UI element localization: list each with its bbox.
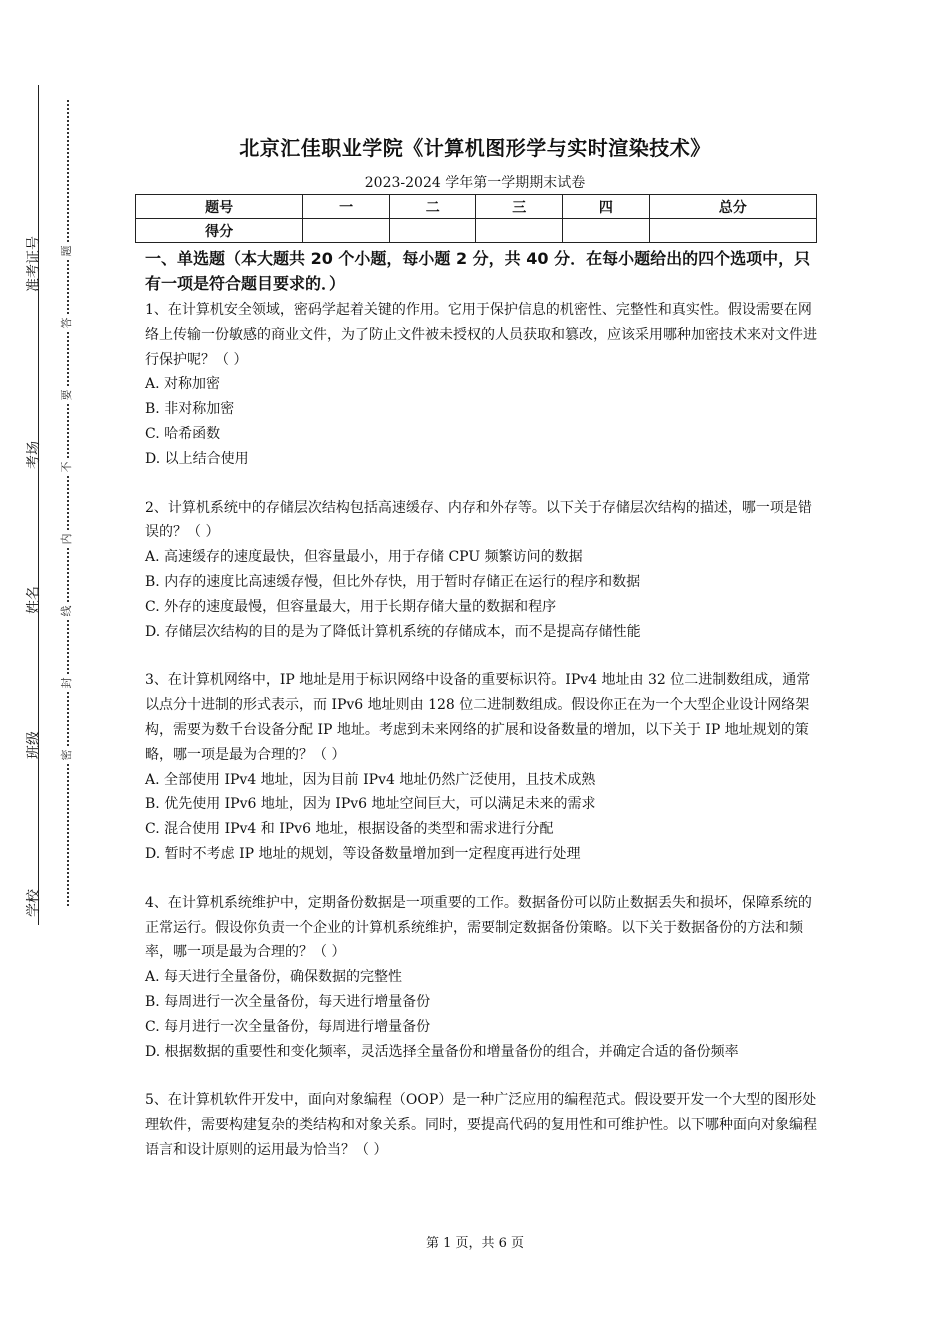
option-a: A. 每天进行全量备份，确保数据的完整性: [145, 969, 403, 986]
seal-char: 要: [60, 389, 73, 401]
score-header-cell: 总分: [649, 195, 816, 219]
exam-content: [145, 246, 821, 1187]
seal-char: 线: [60, 605, 73, 617]
option-c: C. 每月进行一次全量备份，每周进行增量备份: [145, 1018, 431, 1035]
option-a: A. 对称加密: [145, 376, 221, 393]
seal-char: 题: [60, 245, 73, 257]
question-4: [145, 891, 821, 1065]
score-row-label: 得分: [136, 219, 303, 243]
option-a: A. 高速缓存的速度最快，但容量最小，用于存储 CPU 频繁访问的数据: [145, 549, 583, 566]
score-header-cell: 二: [389, 195, 476, 219]
score-header-cell: 四: [563, 195, 650, 219]
seal-char: 内: [60, 533, 73, 545]
question-5: [145, 1088, 821, 1162]
question-stem: 3、在计算机网络中，IP 地址是用于标识网络中设备的重要标识符。IPv4 地址由 32 位二进制数组成，通常以点分十进制的形式表示，而 IPv6 地址则由 128 位二进制数组成。假设你正在为一个大型企业设计网络架构，需要为数千台设备分配 IP 地址。考虑到未来网络的扩展和设备数量的增加，以下关于 IP 地址规划的策略，哪一项是最为合理的？（ ）: [145, 672, 811, 763]
exam-subtitle: 2023-2024 学年第一学期期末试卷: [364, 175, 586, 191]
exam-title: 北京汇佳职业学院《计算机图形学与实时渲染技术》: [239, 136, 711, 160]
score-table-score-row: [136, 219, 817, 243]
option-d: D. 暂时不考虑 IP 地址的规划，等设备数量增加到一定程度再进行处理: [145, 845, 581, 862]
option-b: B. 内存的速度比高速缓存慢，但比外存快，用于暂时存储正在运行的程序和数据: [145, 573, 641, 590]
question-stem: 2、计算机系统中的存储层次结构包括高速缓存、内存和外存等。以下关于存储层次结构的描述，哪一项是错误的？（ ）: [145, 499, 812, 541]
option-b: B. 非对称加密: [145, 401, 235, 418]
score-cell[interactable]: [303, 219, 390, 243]
seal-dotted-line: [67, 100, 69, 906]
option-a: A. 全部使用 IPv4 地址，因为目前 IPv4 地址仍然广泛使用，且技术成熟: [145, 771, 596, 788]
exam-room-label: 考场: [26, 441, 42, 469]
school-label: 学校: [26, 889, 42, 917]
seal-char: 不: [60, 461, 73, 473]
score-cell[interactable]: [389, 219, 476, 243]
page-footer: 第 1 页，共 6 页: [425, 1236, 525, 1251]
seal-char: 答: [60, 317, 73, 329]
option-b: B. 优先使用 IPv6 地址，因为 IPv6 地址空间巨大，可以满足未来的需求: [145, 796, 596, 813]
score-table-header-row: [136, 195, 817, 219]
score-header-cell: 三: [476, 195, 563, 219]
question-stem: 1、在计算机安全领域，密码学起着关键的作用。它用于保护信息的机密性、完整性和真实性。假设需要在网络上传输一份敏感的商业文件，为了防止文件被未授权的人员获取和篡改，应该采用哪种加密技术来对文件进行保护呢？（ ）: [145, 302, 817, 368]
score-cell[interactable]: [649, 219, 816, 243]
score-cell[interactable]: [563, 219, 650, 243]
option-c: C. 外存的速度最慢，但容量最大，用于长期存储大量的数据和程序: [145, 598, 557, 615]
option-d: D. 以上结合使用: [145, 450, 249, 467]
question-stem: 4、在计算机系统维护中，定期备份数据是一项重要的工作。数据备份可以防止数据丢失和损坏，保障系统的正常运行。假设你负责一个企业的计算机系统维护，需要制定数据备份策略。以下关于数据备份的方法和频率，哪一项是最为合理的？（ ）: [145, 894, 812, 961]
question-1: [145, 298, 821, 472]
question-2: [145, 496, 821, 645]
score-header-cell: 题号: [136, 195, 303, 219]
section-heading: 一、单选题（本大题共 20 个小题，每小题 2 分，共 40 分．在每小题给出的四个选项中，只有一项是符合题目要求的．）: [145, 249, 811, 293]
seal-char: 密: [60, 749, 73, 761]
score-table: [135, 194, 817, 243]
exam-number-label: 准考证号: [26, 236, 42, 292]
option-d: D. 存储层次结构的目的是为了降低计算机系统的存储成本，而不是提高存储性能: [145, 623, 641, 640]
option-d: D. 根据数据的重要性和变化频率，灵活选择全量备份和增量备份的组合，并确定合适的备份频率: [145, 1043, 739, 1060]
score-cell[interactable]: [476, 219, 563, 243]
class-label: 班级: [26, 731, 42, 759]
name-label: 姓名: [26, 586, 42, 614]
seal-char: 封: [60, 677, 73, 689]
option-c: C. 混合使用 IPv4 和 IPv6 地址，根据设备的类型和需求进行分配: [145, 821, 554, 838]
option-c: C. 哈希函数: [145, 425, 221, 442]
option-b: B. 每周进行一次全量备份，每天进行增量备份: [145, 993, 431, 1010]
binding-line: [38, 85, 39, 925]
question-3: [145, 668, 821, 866]
score-header-cell: 一: [303, 195, 390, 219]
question-stem: 5、在计算机软件开发中，面向对象编程（OOP）是一种广泛应用的编程范式。假设要开发一个大型的图形处理软件，需要构建复杂的类结构和对象关系。同时，要提高代码的复用性和可维护性。以下哪种面向对象编程语言和设计原则的运用最为恰当？（ ）: [145, 1092, 817, 1158]
